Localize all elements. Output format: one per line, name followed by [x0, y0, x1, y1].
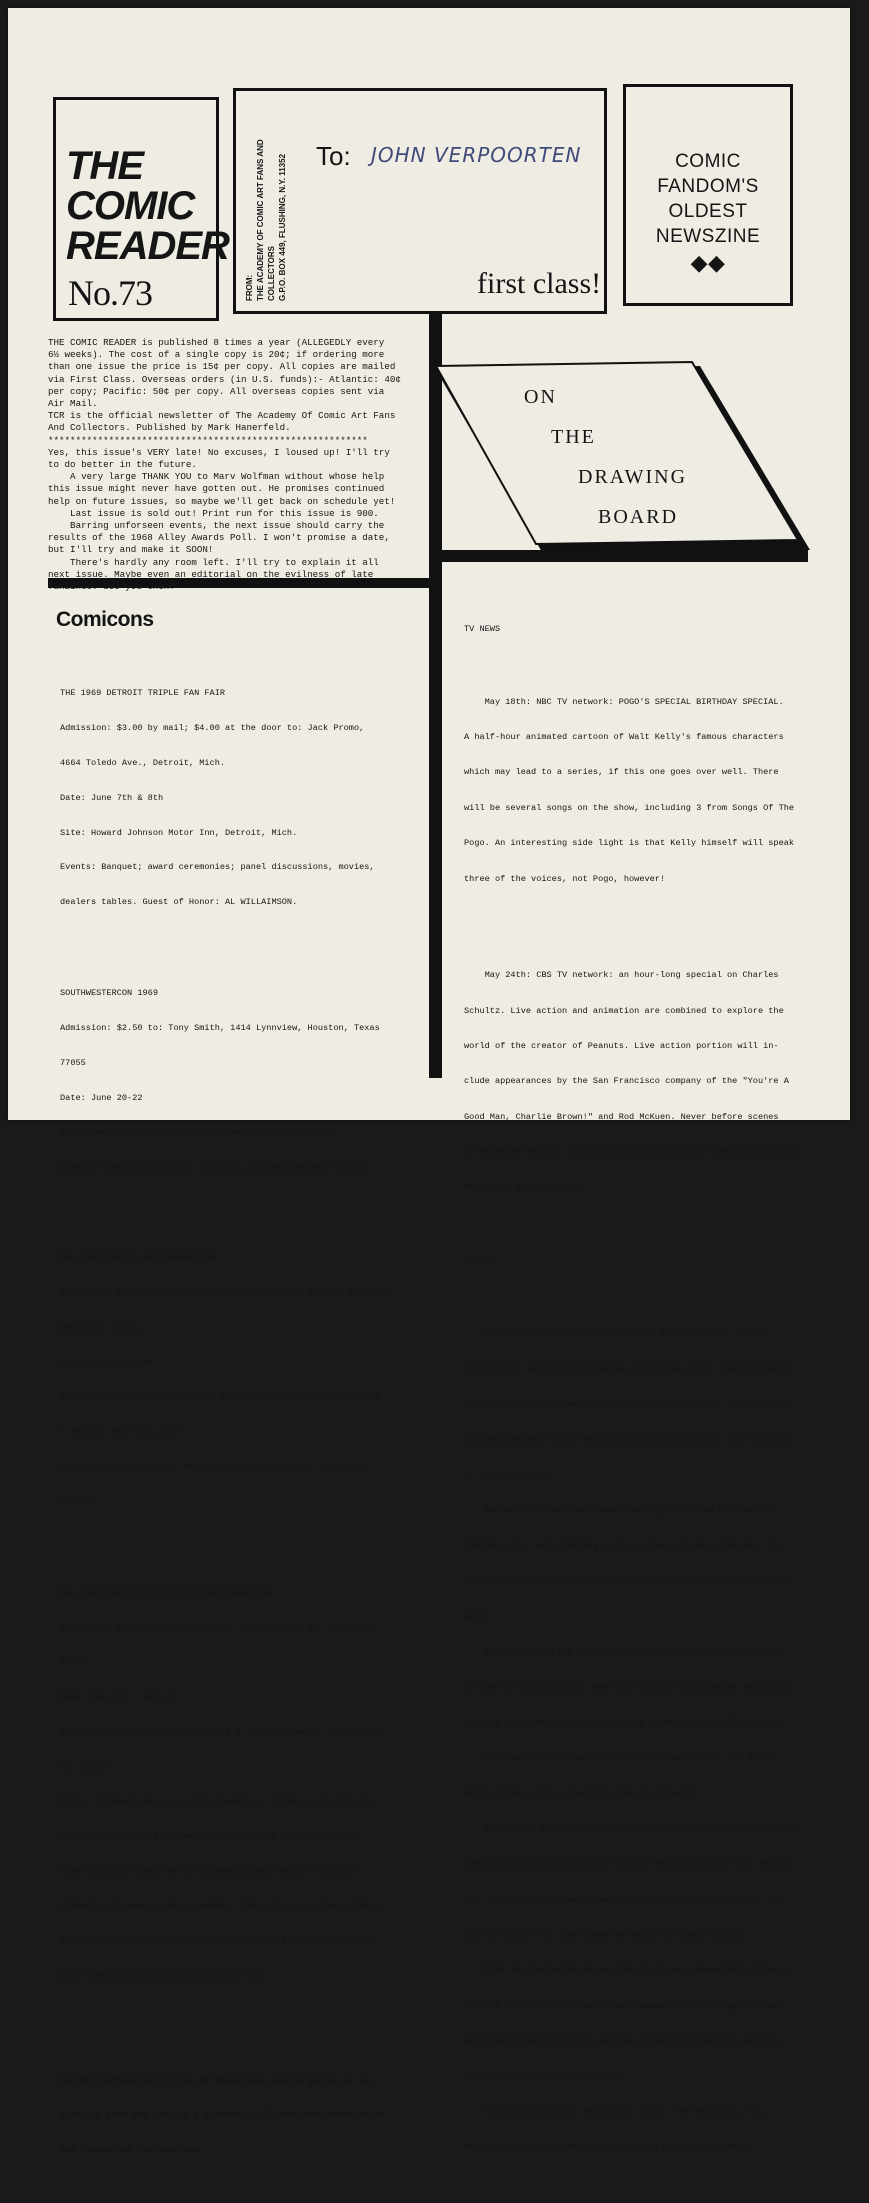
convention-detail: New York, 11224.	[60, 1322, 143, 1333]
footer-line: questing same and sending a stamped, self-addressed envelope to	[60, 2110, 385, 2121]
convention-detail: Events: Banquet; award ceremonies; panel discussions, movies,	[60, 862, 375, 873]
first-class-text: first class!	[477, 267, 602, 300]
convention-detail: Site: Chase-Park Plaza Hotel (212 N. Kingshighway), St. Louis,	[60, 1727, 380, 1738]
books-line: on sale sometime during this coming summer or possibly in Sept.	[464, 1717, 789, 1728]
convention-detail: Events: Panel discussions, displays, movies, dealers tables.	[60, 1162, 370, 1173]
convention-detail: cons for associated fandoms (comics fandom included) have	[60, 1831, 354, 1842]
title-line-the: THE	[66, 144, 143, 188]
board-line-board: BOARD	[598, 506, 679, 528]
intro-line: next issue. Maybe even an editorial on the evilness of late	[48, 568, 374, 580]
books-line: TARZAN series, and will soon release new editions of the second	[464, 1859, 789, 1870]
intro-line: help on future issues, so maybe we'll get back on schedule yet!	[48, 495, 396, 507]
tagline	[626, 149, 790, 277]
tv-news-heading: TV NEWS	[464, 623, 501, 634]
convention-title: THE 1969 COMIC ART CONVENTION	[60, 1253, 215, 1264]
intro-line: And Collectors. Published by Mark Hanerfeld.	[48, 422, 291, 434]
from-org-line2: COLLECTORS	[267, 246, 276, 301]
books-line: cover painted by Frank Frazetta.	[464, 2071, 630, 2082]
convention-title: THE 1969 WORLD SCIENCE FICTION CONVENTION	[60, 1587, 272, 1598]
convention-detail: 4664 Toledo Ave., Detroit, Mich.	[60, 757, 226, 768]
return-address	[244, 139, 288, 301]
books-heading: BOOKS	[464, 1255, 490, 1266]
convention-detail: NOTE: Although this is a SF convention, lately spin-off mini-	[60, 1796, 380, 1807]
convention-detail: Admission: $3.00 by mail; $4.00 at the door to: Jack Promo,	[60, 723, 365, 734]
books-line: BANTAM BOOKS has purchased the rights to reprint the old	[464, 1505, 774, 1516]
tv-news-line: of animated Peanuts film that will be shown is from the upcoming	[464, 1147, 795, 1158]
board-line-the: THE	[551, 426, 596, 448]
intro-line: than one issue the price is 15¢ per copy. All copies are mailed	[48, 361, 396, 373]
from-org-line1: THE ACADEMY OF COMIC ART FANS AND	[256, 139, 265, 301]
books-line: Brak The Barbarian Versus The Sorceress (Paperback Library,	[464, 1965, 789, 1976]
footer-line: Further information on any of these Cons can be gotten by re-	[60, 2075, 375, 2086]
convention-detail: Admission: $3.50 to Phil Seuling 2883 West 12th Street, Brooklyn	[60, 1288, 391, 1299]
books-line: last of the series to be issued at the 50¢ price. Starting with	[464, 1363, 789, 1374]
comicons-footer	[60, 2052, 430, 2180]
books-line: The second Land Of The Giants book, "The Hot Spot," by	[464, 2107, 764, 2118]
newsletter-page	[8, 8, 850, 2156]
comicons-heading: Comicons	[56, 608, 154, 631]
convention-detail: Admission: $4.00 to: St. Louiscon, PO Box 3008, St. Louis, Mo.	[60, 1622, 380, 1633]
tv-news-section	[464, 600, 814, 2201]
convention-detail: taken place at these affairs because many comics fans are	[60, 1866, 354, 1877]
convention-block	[60, 1565, 430, 2006]
tv-news-line: three of the voices, not Pogo, however!	[464, 873, 666, 884]
tv-news-line: will be several songs on the show, including 3 from Songs Of The	[464, 802, 795, 813]
from-po-box: G.P.O. BOX 449, FLUSHING, N.Y. 11352	[278, 153, 287, 301]
convention-detail: hibits.	[60, 1496, 97, 1507]
books-line: Murray Leinster (Pyramid, #X-1921, 60¢)is now available.	[464, 2142, 753, 2153]
books-line: MEEK strips, with a foward by Charles Schultz.	[464, 1788, 702, 1799]
intro-line: but I'll try and make it SOON!	[48, 544, 214, 556]
intro-line: Air Mail.	[48, 398, 98, 410]
tagline-box	[623, 84, 793, 306]
to-label: To:	[316, 141, 351, 171]
title-box	[53, 97, 229, 321]
convention-detail: more comics-oriented events at this Con.	[60, 1970, 267, 1981]
books-line: six. Each of these has a newly painted action cover which, if	[464, 1894, 779, 1905]
intro-line: There's hardly any room left. I'll try to explain it all	[48, 556, 379, 568]
books-line: the June release, "Mex," the price goes up to 60¢. Also the art-	[464, 1399, 795, 1410]
books-line: of the old SPIDER pulps, and the first in this series should go	[464, 1682, 789, 1693]
convention-title: THE 1969 DETROIT TRIPLE FAN FAIR	[60, 688, 226, 699]
convention-detail: Site: Ramada Inn (2525 Allen Parkway), Houston, Texas.	[60, 1127, 339, 1138]
tv-news-item	[464, 947, 814, 1218]
tv-news-line: May 18th: NBC TV network: POGO'S SPECIAL BIRTHDAY SPECIAL.	[464, 696, 784, 707]
convention-title: SOUTHWESTERCON 1969	[60, 988, 158, 999]
tv-news-item	[464, 673, 814, 909]
books-line: BERKLEY MEDALLION has purchased the rights to reprint all	[464, 1646, 779, 1657]
intro-text	[48, 337, 428, 593]
tv-news-line: world of the creator of Peanuts. Live action portion will in-	[464, 1040, 779, 1051]
intro-line: A very large THANK YOU to Marv Wolfman without whose help	[48, 471, 385, 483]
convention-block	[60, 965, 430, 1197]
recipient-name: JOHN VERPOORTEN	[371, 143, 582, 167]
tv-news-line: A half-hour animated cartoon of Walt Kelly's famous characters	[464, 731, 784, 742]
convention-detail: 63130.	[60, 1657, 91, 1668]
intro-line: Yes, this issue's VERY late! No excuses, I loused up! I'll try	[48, 446, 390, 458]
diamond-ornament-icon: ◆◆	[690, 250, 726, 275]
convention-detail: Date: July 4th-6th.	[60, 1357, 158, 1368]
convention-detail: 7 Avenue, New York, N.Y.	[60, 1427, 184, 1438]
convention-detail: Site: Penn top/ sky top rooms, Statler Hilton Hotel, 33rd St &	[60, 1392, 380, 1403]
intro-line: 6½ weeks). The cost of a single copy is 20¢; if ordering more	[48, 349, 385, 361]
tv-news-line: Schultz. Live action and animation are combined to explore the	[464, 1005, 784, 1016]
intro-line: per copy; Pacific: 50¢ per copy. All overseas copies sent via	[48, 385, 385, 397]
books-line: sequence, the entire series. # 1 is "The Living Shadow" (#4463,	[464, 1576, 789, 1587]
board-line-drawing: DRAWING	[578, 466, 688, 488]
intro-line: to do better in the future.	[48, 459, 197, 471]
convention-detail: Site: Howard Johnson Motor Inn, Detroit, Mich.	[60, 827, 298, 838]
tv-news-line: clude appearances by the San Francisco company of the "You're A	[464, 1076, 789, 1087]
convention-detail: and active comics-fan movement, there will probably be one or	[60, 1935, 375, 1946]
convention-detail: Date: June 20-22	[60, 1092, 143, 1103]
intro-line: THE COMIC READER is published 8 times a year (ALLEGEDLY every	[48, 337, 385, 348]
books-line: Resurrection Day, DOC SAVAGE #36, a May release, is the	[464, 1328, 769, 1339]
convention-detail: Events: Luncheon, Pros, Panel Discussions,Dealers Tables,Ex-	[60, 1461, 370, 1472]
tv-news-line: 90 minute peanuts movie.	[464, 1182, 588, 1193]
tagline-line1: COMIC	[675, 151, 741, 172]
title-line-comic: COMIC	[66, 184, 195, 228]
tagline-line4: NEWSZINE	[655, 226, 761, 247]
intro-line: Last issue is sold out! Print run for this issue is 900.	[48, 507, 379, 519]
tv-news-line: which may lead to a series, if this one goes over well. There	[464, 767, 779, 778]
tv-news-line: May 24th: CBS TV network: an hour-long special on Charles	[464, 970, 779, 981]
tagline-line3: OLDEST	[668, 201, 748, 222]
convention-detail: Admission: $2.50 to: Tony Smith, 1414 Lynnview, Houston, Texas	[60, 1023, 380, 1033]
books-line: SHADOW pulps, and starting in May they will be releasing, in	[464, 1540, 779, 1551]
books-line: book (published by Avon), and has a beautiful Sword & Sorcery	[464, 2036, 779, 2047]
convention-detail: Date: June 7th & 8th	[60, 792, 164, 803]
tagline-line2: FANDOM'S	[657, 176, 759, 197]
title-line-reader: READER	[66, 224, 229, 268]
books-line: your a Tarzan fan, may alone be worth the 50¢ pricetag.	[464, 1930, 748, 1941]
issue-number: No.73	[68, 273, 152, 313]
board-line-on: ON	[524, 386, 557, 408]
tv-news-line: Good Man, Charlie Brown!" and Rod McKuen. Never before scenes	[464, 1111, 779, 1122]
books-line: 60¢.)	[464, 1611, 490, 1622]
convention-detail: 77055	[60, 1057, 86, 1068]
intro-line: this issue might never have gotten out. He promises continued	[48, 483, 385, 495]
mailing-label-box	[233, 88, 607, 314]
convention-detail: attending in ever-greater numbers. Since St. Louis has a large	[60, 1900, 380, 1911]
convention-block	[60, 665, 430, 932]
masthead-title	[66, 146, 229, 266]
books-line: #63-089, 60¢) by John Jakes, is a sequel to the original Brak	[464, 2000, 779, 2011]
tv-news-line: Pogo. An interesting side light is that Kelly himself will speak	[464, 838, 795, 849]
convention-block	[60, 1230, 430, 1531]
books-line: PAPERBACK LIBRARY will publish a collection of the REX &	[464, 1753, 774, 1764]
convention-detail: dealers tables. Guest of Honor: AL WILLAIMSON.	[60, 897, 298, 908]
intro-line: results of the 1968 Alley Awards Poll. I won't promise a date,	[48, 532, 390, 544]
footer-line: the respective Con chairmen.	[60, 2145, 205, 2156]
books-section	[464, 1305, 814, 2178]
books-line: BALLANTINE BOOKS has just released the first 6 titles in the	[464, 1823, 795, 1834]
intro-line: Barring unforseen events, the next issue should carry the	[48, 520, 385, 532]
convention-detail: Mo. 63105	[60, 1761, 107, 1772]
intro-line: fanzines. See you then!	[48, 581, 175, 593]
books-line: er be doing them.	[464, 1469, 552, 1480]
intro-line: via First Class. Overseas orders (in U.S. funds):- Atlantic: 40¢	[48, 373, 401, 385]
books-line: ist who has been doing those beautiful covers will soon no long-	[464, 1434, 795, 1445]
intro-separator: **********************************************************	[48, 434, 368, 446]
comicons-list	[60, 642, 430, 2203]
intro-line: TCR is the official newsletter of The Academy Of Comic Art Fans	[48, 410, 396, 422]
from-label: FROM:	[245, 274, 254, 301]
convention-detail: Date: Aug. 29 - Sept.1	[60, 1692, 174, 1703]
